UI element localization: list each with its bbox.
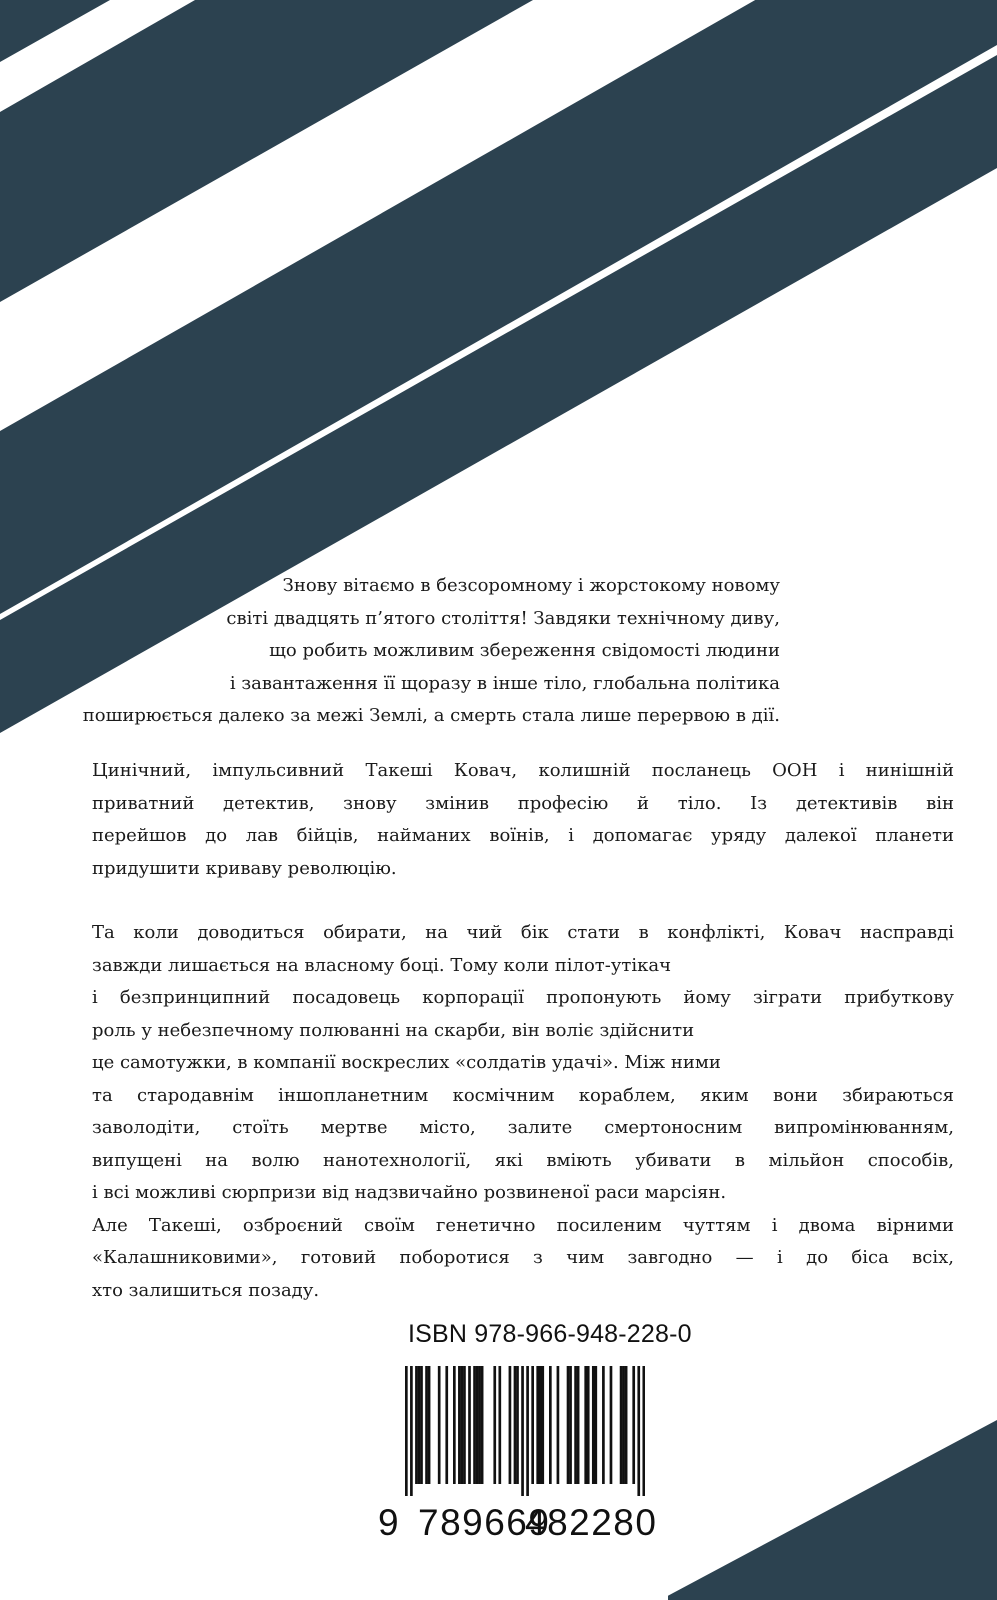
isbn-label: ISBN 978-966-948-228-0 xyxy=(408,1320,692,1348)
barcode-bar xyxy=(418,1366,421,1484)
paragraph-line: Та коли доводиться обирати, на чий бік стати в конфлікті, Ковач насправді xyxy=(92,922,954,943)
paragraph-line: випущені на волю нанотехнології, які вміють убивати в мільйон способів, xyxy=(92,1149,954,1171)
barcode-bar xyxy=(642,1366,645,1496)
barcode-bar xyxy=(463,1366,466,1484)
barcode-bar xyxy=(410,1366,413,1496)
stripe-bottom-right xyxy=(660,1420,997,1600)
paragraph-line: Цинічний, імпульсивний Такеші Ковач, колишній посланець ООН і нинішній xyxy=(92,760,954,781)
barcode-bar xyxy=(438,1366,441,1484)
paragraph-line: приватний детектив, знову змінив професію й тіло. Із детективів він xyxy=(92,792,954,814)
barcode-bar xyxy=(592,1366,595,1484)
paragraph-line: Але Такеші, озброєний своїм генетично посиленим чуттям і двома вірними xyxy=(92,1214,954,1236)
barcode-digits-right: 482280 xyxy=(525,1502,658,1543)
intro-line: поширюється далеко за межі Землі, а смерть стала лише перервою в дії. xyxy=(82,705,780,726)
synopsis-paragraph-3 xyxy=(92,917,954,1307)
paragraph-line: і безпринципний посадовець корпорації пропонують йому зіграти прибуткову xyxy=(92,987,954,1008)
barcode-digits-left: 789669 xyxy=(418,1502,551,1543)
intro-line: і завантаження її щоразу в інше тіло, глобальна політика xyxy=(229,672,780,694)
barcode-bar xyxy=(473,1366,476,1484)
barcode-bar xyxy=(481,1366,484,1484)
barcode-bar xyxy=(461,1366,464,1484)
intro-paragraph xyxy=(40,570,780,733)
barcode-bar xyxy=(625,1366,628,1484)
intro-line: світі двадцять п’ятого століття! Завдяки технічному диву, xyxy=(226,607,780,629)
barcode-bar xyxy=(584,1366,587,1484)
barcode-bar xyxy=(476,1366,479,1484)
barcode-bar xyxy=(453,1366,456,1484)
paragraph-line: «Калашниковими», готовий поборотися з чим завгодно — і до біса всіх, xyxy=(92,1247,954,1268)
barcode-bar xyxy=(405,1366,408,1496)
barcode-bar xyxy=(509,1366,512,1484)
barcode-bar xyxy=(549,1366,552,1484)
intro-line: Знову вітаємо в безсоромному і жорстокому новому xyxy=(282,575,780,596)
barcode-bar xyxy=(514,1366,517,1484)
paragraph-line: перейшов до лав бійців, найманих воїнів, і допомагає уряду далекої планети xyxy=(92,825,954,846)
barcode-bar xyxy=(425,1366,428,1484)
barcode-bar xyxy=(415,1366,418,1484)
paragraph-line: придушити криваву революцію. xyxy=(92,857,397,879)
barcode-bar xyxy=(569,1366,572,1484)
barcode-bar xyxy=(610,1366,613,1484)
paragraph-line: завжди лишається на власному боці. Тому коли пілот-утікач xyxy=(92,954,672,976)
stripe-corner xyxy=(0,0,110,62)
synopsis-paragraph-2 xyxy=(92,755,954,885)
barcode-bar xyxy=(541,1366,544,1484)
barcode-bar xyxy=(622,1366,625,1484)
barcode-bar xyxy=(632,1366,635,1484)
barcode-bar xyxy=(539,1366,542,1484)
barcode-bar xyxy=(516,1366,519,1484)
barcode-bar xyxy=(468,1366,471,1484)
paragraph-line: роль у небезпечному полюванні на скарби, він воліє здійснити xyxy=(92,1019,695,1041)
barcode-digit-first: 9 xyxy=(378,1502,399,1543)
barcode-bar xyxy=(602,1366,605,1484)
intro-line: що робить можливим збереження свідомості людини xyxy=(269,640,780,661)
barcode-bar xyxy=(526,1366,529,1496)
paragraph-line: заволодіти, стоїть мертве місто, залите смертоносним випромінюванням, xyxy=(92,1117,954,1138)
barcode-bar xyxy=(557,1366,560,1484)
paragraph-line: це самотужки, в компанії воскреслих «солдатів удачі». Між ними xyxy=(92,1052,721,1073)
barcode-bar xyxy=(567,1366,570,1484)
isbn-barcode xyxy=(405,1366,645,1496)
paragraph-line: хто залишиться позаду. xyxy=(92,1279,320,1301)
barcode-bar xyxy=(637,1366,640,1496)
barcode-bar xyxy=(620,1366,623,1484)
barcode-bar xyxy=(587,1366,590,1484)
barcode-bar xyxy=(531,1366,534,1484)
barcode-bar xyxy=(458,1366,461,1484)
paragraph-line: і всі можливі сюрпризи від надзвичайно розвиненої раси марсіян. xyxy=(92,1182,727,1203)
barcode-bar xyxy=(594,1366,597,1484)
barcode-bar xyxy=(445,1366,448,1484)
barcode-bar xyxy=(521,1366,524,1496)
barcode-bar xyxy=(536,1366,539,1484)
barcode-bar xyxy=(493,1366,496,1484)
barcode-bar xyxy=(577,1366,580,1484)
barcode-bar xyxy=(498,1366,501,1484)
barcode-bar xyxy=(574,1366,577,1484)
barcode-bar xyxy=(478,1366,481,1484)
barcode-bar xyxy=(420,1366,423,1484)
barcode-bar xyxy=(428,1366,431,1484)
paragraph-line: та стародавнім іншопланетним космічним кораблем, яким вони збираються xyxy=(92,1084,954,1106)
